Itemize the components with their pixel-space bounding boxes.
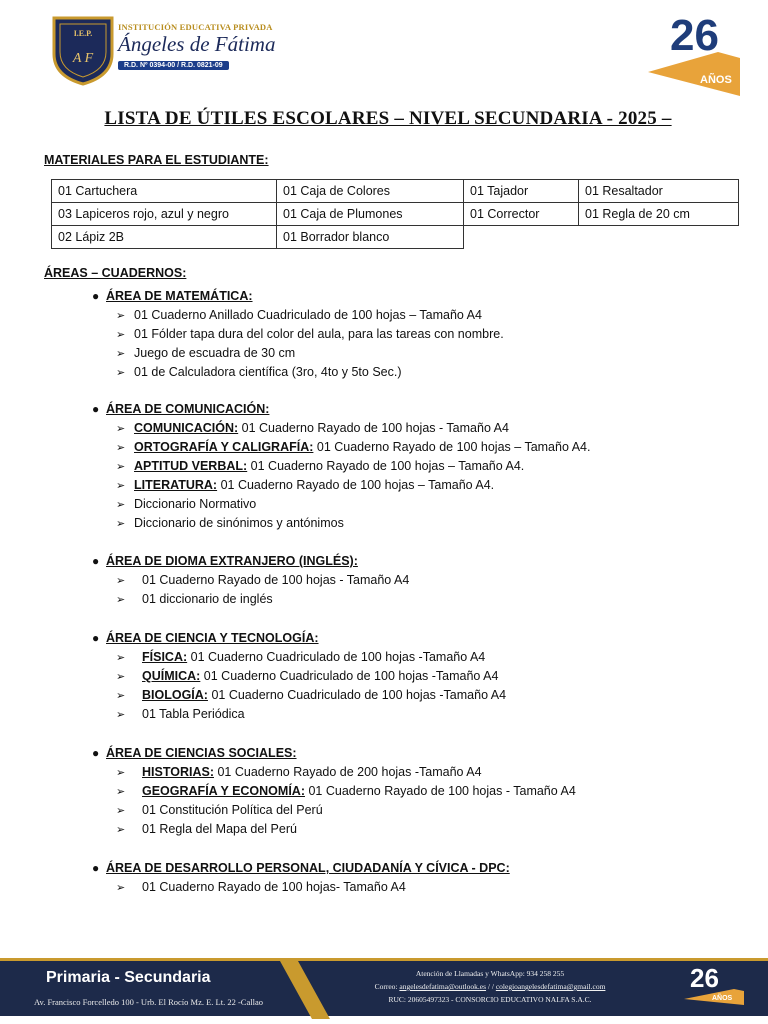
footer-anniversary-number: 26 — [690, 963, 719, 993]
table-cell: 01 Corrector — [464, 203, 579, 226]
area-ingles — [92, 552, 409, 609]
list-item: ➢ 01 Constitución Política del Perú — [116, 801, 576, 820]
table-cell: 03 Lapiceros rojo, azul y negro — [52, 203, 277, 226]
list-item: ➢ 01 Fólder tapa dura del color del aula, para las tareas con nombre. — [116, 325, 504, 344]
anniversary-word: AÑOS — [700, 74, 732, 86]
area-title: ÁREA DE COMUNICACIÓN: — [106, 402, 270, 416]
area-title: ÁREA DE CIENCIA Y TECNOLOGÍA: — [106, 631, 319, 645]
list-item: ➢ ORTOGRAFÍA Y CALIGRAFÍA: 01 Cuaderno Rayado de 100 hojas – Tamaño A4. — [116, 438, 590, 457]
shield-text: I.E.P. — [73, 29, 93, 38]
arrow-icon: ➢ — [116, 575, 126, 587]
list-item: ➢ Diccionario Normativo — [116, 495, 590, 514]
materials-table — [51, 179, 739, 249]
bullet-icon: ● — [92, 554, 100, 568]
arrow-icon: ➢ — [116, 805, 126, 817]
arrow-icon: ➢ — [116, 652, 126, 664]
area-ciencia-tecnologia — [92, 629, 506, 724]
arrow-icon: ➢ — [116, 709, 126, 721]
list-item: ➢ QUÍMICA: 01 Cuaderno Cuadriculado de 100 hojas -Tamaño A4 — [116, 667, 506, 686]
svg-text:A F: A F — [72, 51, 94, 66]
bullet-icon: ● — [92, 631, 100, 645]
arrow-icon: ➢ — [116, 329, 126, 341]
table-row — [52, 203, 739, 226]
footer-left — [0, 961, 290, 1019]
table-row — [52, 226, 739, 249]
footer-phone: Atención de Llamadas y WhatsApp: 934 258 255 — [415, 969, 565, 978]
list-item: ➢ 01 Tabla Periódica — [116, 705, 506, 724]
table-cell: 01 Borrador blanco — [277, 226, 464, 249]
arrow-icon: ➢ — [116, 461, 126, 473]
email-link[interactable]: angelesdefatima@outlook.es — [399, 982, 487, 991]
item-list — [116, 571, 409, 609]
email-link[interactable]: colegioangelesdefatima@gmail.com — [495, 982, 606, 991]
arrow-icon: ➢ — [116, 367, 126, 379]
list-item: ➢ Juego de escuadra de 30 cm — [116, 344, 504, 363]
arrow-icon: ➢ — [116, 786, 126, 798]
arrow-icon: ➢ — [116, 310, 126, 322]
item-list — [116, 648, 506, 724]
item-list — [116, 419, 590, 533]
arrow-icon: ➢ — [116, 480, 126, 492]
list-item: ➢ COMUNICACIÓN: 01 Cuaderno Rayado de 100 hojas - Tamaño A4 — [116, 419, 590, 438]
area-title: ÁREA DE DIOMA EXTRANJERO (INGLÉS): — [106, 554, 358, 568]
list-item: ➢ 01 diccionario de inglés — [116, 590, 409, 609]
area-title: ÁREA DE MATEMÁTICA: — [106, 289, 253, 303]
arrow-icon: ➢ — [116, 518, 126, 530]
shield-icon — [50, 14, 116, 86]
table-row — [52, 180, 739, 203]
logo-registration: R.D. Nº 0394-00 / R.D. 0821-09 — [118, 61, 229, 70]
list-item: ➢ BIOLOGÍA: 01 Cuaderno Cuadriculado de 100 hojas -Tamaño A4 — [116, 686, 506, 705]
footer-address: Av. Francisco Forcelledo 100 - Urb. El Rocío Mz. E. Lt. 22 -Callao — [34, 997, 263, 1007]
area-matematica — [92, 287, 504, 382]
arrow-icon: ➢ — [116, 499, 126, 511]
area-title: ÁREA DE CIENCIAS SOCIALES: — [106, 746, 297, 760]
list-item: ➢ GEOGRAFÍA Y ECONOMÍA: 01 Cuaderno Rayado de 100 hojas - Tamaño A4 — [116, 782, 576, 801]
table-cell: 01 Resaltador — [579, 180, 739, 203]
table-cell: 01 Tajador — [464, 180, 579, 203]
bullet-icon: ● — [92, 861, 100, 875]
list-item: ➢ 01 de Calculadora científica (3ro, 4to y 5to Sec.) — [116, 363, 504, 382]
footer-contact — [330, 967, 650, 1006]
arrow-icon: ➢ — [116, 423, 126, 435]
table-cell: 02 Lápiz 2B — [52, 226, 277, 249]
list-item: ➢ HISTORIAS: 01 Cuaderno Rayado de 200 hojas -Tamaño A4 — [116, 763, 576, 782]
list-item: ➢ 01 Cuaderno Rayado de 100 hojas - Tamaño A4 — [116, 571, 409, 590]
school-logo — [50, 14, 290, 86]
table-cell: 01 Caja de Colores — [277, 180, 464, 203]
areas-heading: ÁREAS – CUADERNOS: — [44, 266, 187, 280]
arrow-icon: ➢ — [116, 767, 126, 779]
arrow-icon: ➢ — [116, 348, 126, 360]
item-list — [116, 763, 576, 839]
page-title: LISTA DE ÚTILES ESCOLARES – NIVEL SECUNDARIA - 2025 – — [104, 108, 672, 129]
arrow-icon: ➢ — [116, 594, 126, 606]
list-item: ➢ 01 Cuaderno Anillado Cuadriculado de 100 hojas – Tamaño A4 — [116, 306, 504, 325]
list-item: ➢ Diccionario de sinónimos y antónimos — [116, 514, 590, 533]
footer-ruc: RUC: 20605497323 - CONSORCIO EDUCATIVO NALFA S.A.C. — [388, 995, 592, 1004]
area-dpc — [92, 859, 510, 897]
arrow-icon: ➢ — [116, 442, 126, 454]
list-item: ➢ 01 Cuaderno Rayado de 100 hojas- Tamaño A4 — [116, 878, 510, 897]
arrow-icon: ➢ — [116, 671, 126, 683]
anniversary-badge — [648, 12, 740, 96]
area-ciencias-sociales — [92, 744, 576, 839]
arrow-icon: ➢ — [116, 824, 126, 836]
list-item: ➢ 01 Regla del Mapa del Perú — [116, 820, 576, 839]
arrow-icon: ➢ — [116, 882, 126, 894]
footer-emails: Correo: angelesdefatima@outlook.es / / colegioangelesdefatima@gmail.com — [374, 982, 606, 991]
bullet-icon: ● — [92, 289, 100, 303]
footer — [0, 958, 768, 1016]
logo-subtitle: INSTITUCIÓN EDUCATIVA PRIVADA — [118, 22, 273, 32]
table-cell-empty — [464, 226, 579, 249]
area-comunicacion — [92, 400, 590, 533]
logo-name: Ángeles de Fátima — [118, 32, 276, 56]
bullet-icon: ● — [92, 402, 100, 416]
materials-heading: MATERIALES PARA EL ESTUDIANTE: — [44, 153, 269, 167]
footer-title: Primaria - Secundaria — [46, 969, 211, 986]
table-cell: 01 Regla de 20 cm — [579, 203, 739, 226]
bullet-icon: ● — [92, 746, 100, 760]
arrow-icon: ➢ — [116, 690, 126, 702]
list-item: ➢ APTITUD VERBAL: 01 Cuaderno Rayado de 100 hojas – Tamaño A4. — [116, 457, 590, 476]
area-title: ÁREA DE DESARROLLO PERSONAL, CIUDADANÍA Y CÍVICA - DPC: — [106, 861, 510, 875]
item-list — [116, 306, 504, 382]
list-item: ➢ LITERATURA: 01 Cuaderno Rayado de 100 hojas – Tamaño A4. — [116, 476, 590, 495]
item-list — [116, 878, 510, 897]
list-item: ➢ FÍSICA: 01 Cuaderno Cuadriculado de 100 hojas -Tamaño A4 — [116, 648, 506, 667]
table-cell-empty — [579, 226, 739, 249]
table-cell: 01 Cartuchera — [52, 180, 277, 203]
anniversary-number: 26 — [670, 11, 719, 60]
table-cell: 01 Caja de Plumones — [277, 203, 464, 226]
footer-anniversary-word: AÑOS — [712, 995, 733, 1002]
